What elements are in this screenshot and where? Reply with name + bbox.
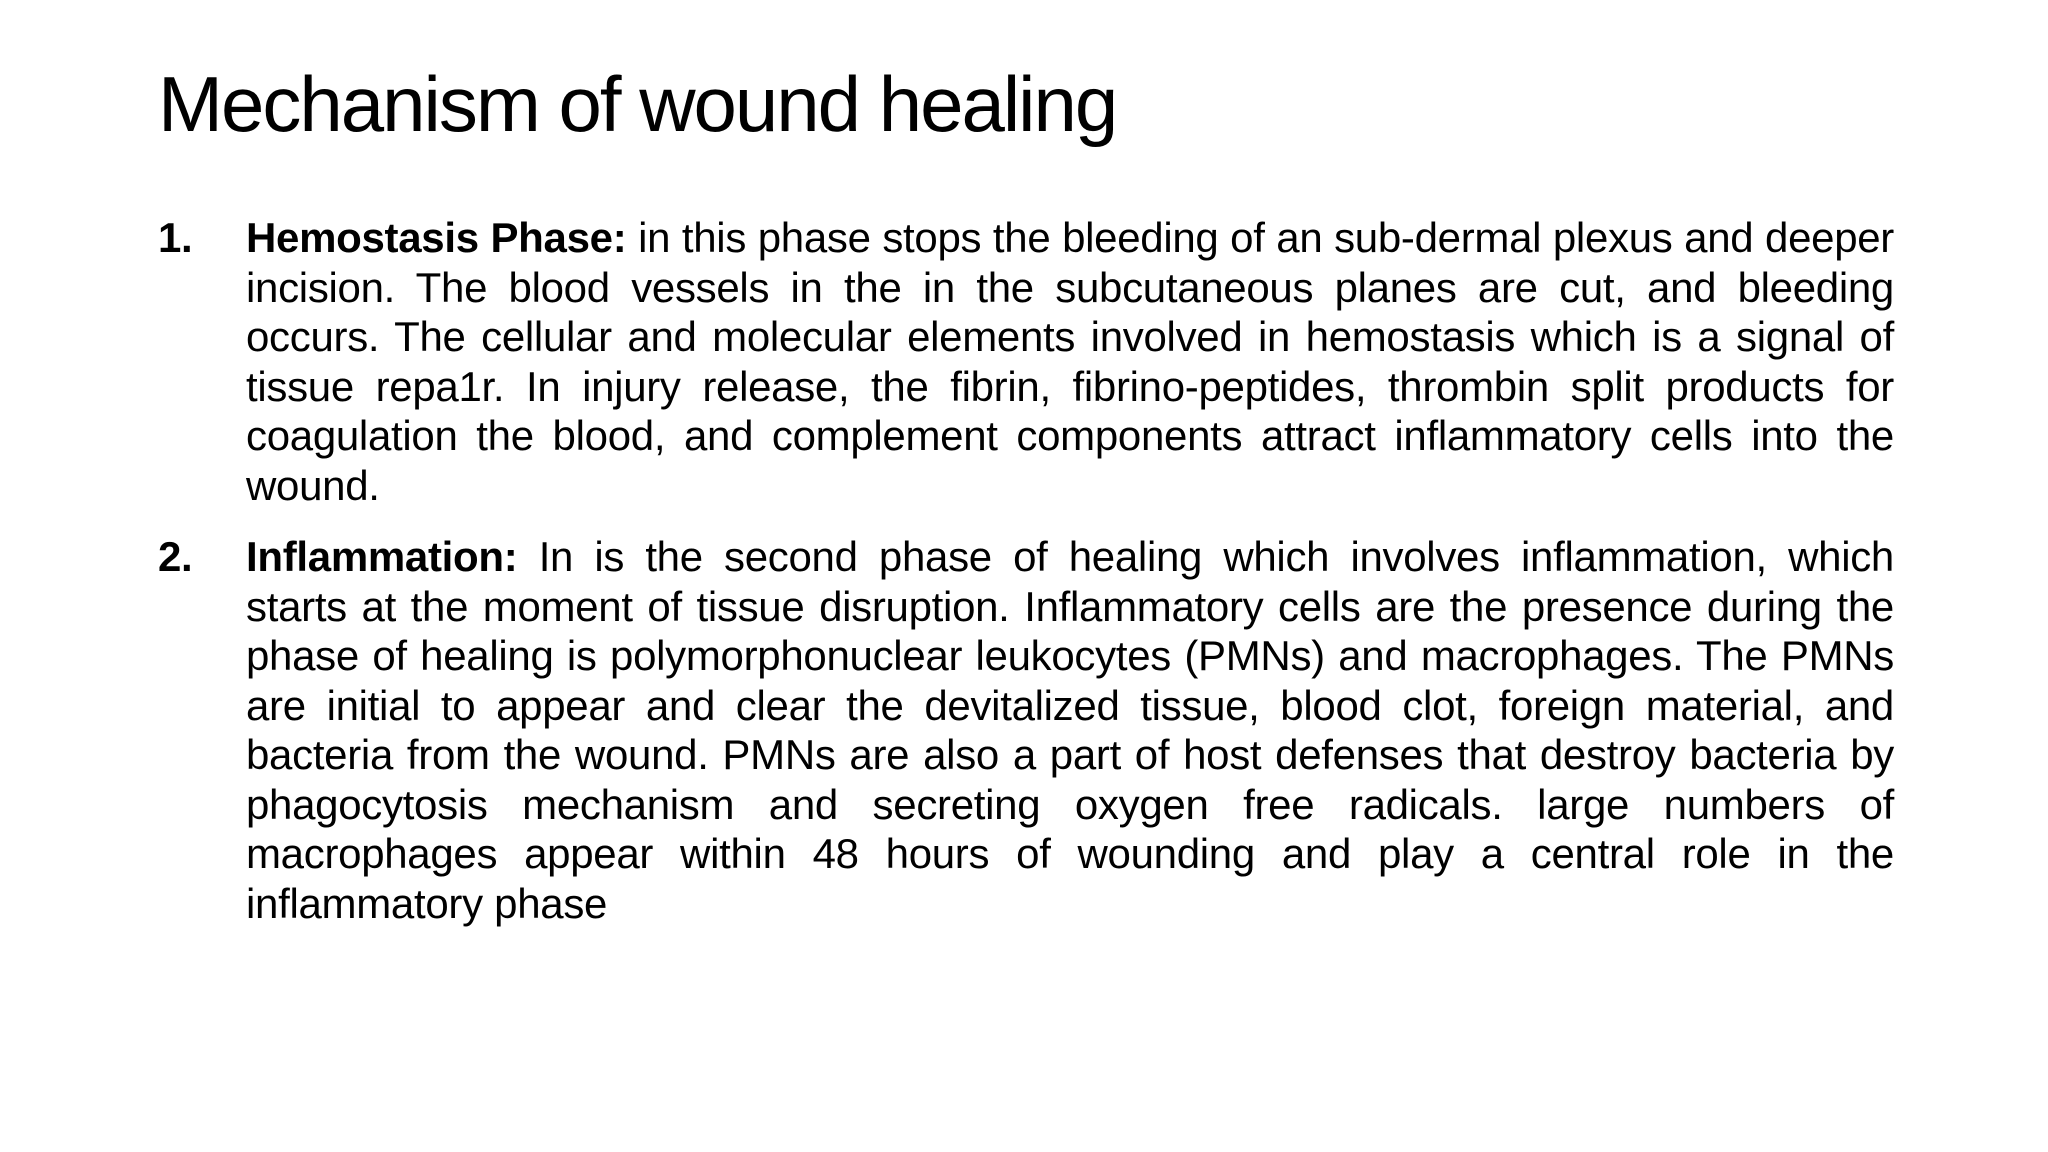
list-item-heading: Hemostasis Phase: xyxy=(246,214,639,261)
list-item-text: In is the second phase of healing which involves inflammation, which starts at the moment of tissue disruption. Inflammatory cells are the presence during the phase of healing is polymorphonuclear leukocytes (PMNs) and macrophages. The PMNs are initial to appear and clear the devitalized tissue, blood clot, foreign material, and bacteria from the wound. PMNs are also a part of host defenses that destroy bacteria by phagocytosis mechanism and secreting oxygen free radicals. large numbers of macrophages appear within 48 hours of wounding and play a central role in the inflammatory phase xyxy=(246,533,1894,927)
list-item-heading: Inflammation: xyxy=(246,533,539,580)
list-item-number: 2. xyxy=(158,533,193,580)
list-item-inflammation xyxy=(158,532,1894,928)
list-item-text: in this phase stops the bleeding of an sub-dermal plexus and deeper incision. The blood vessels in the in the subcutaneous planes are cut, and bleeding occurs. The cellular and molecular elements involved in hemostasis which is a signal of tissue repa1r. In injury release, the fibrin, fibrino-peptides, thrombin split products for coagulation the blood, and complement components attract inflammatory cells into the wound. xyxy=(246,214,1894,509)
list-item-hemostasis xyxy=(158,213,1894,510)
numbered-list xyxy=(158,213,1894,950)
slide-title: Mechanism of wound healing xyxy=(158,60,1117,148)
list-item-number: 1. xyxy=(158,214,193,261)
